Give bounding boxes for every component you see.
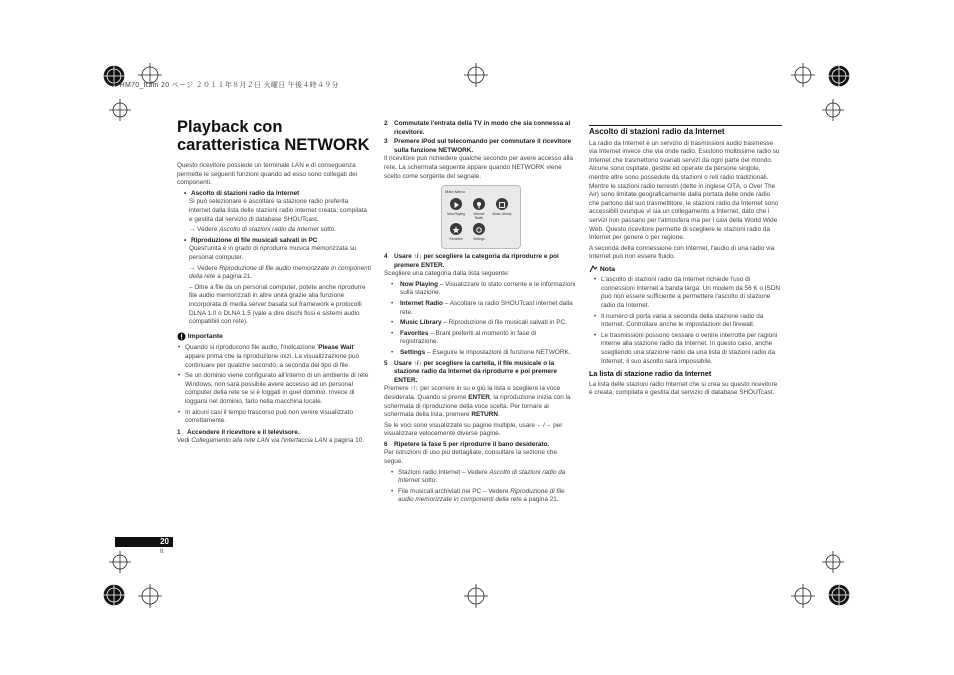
s6b1-pre: Stazioni radio Internet – Vedere [398,468,490,476]
bullet-pc-music-ref [177,265,371,282]
subsection-text: La lista delle stazioni radio Internet che si crea su questo ricevitore è creata, compilata e gestita dal servizio di database SHOUTcast. [589,380,778,397]
subsection-title: La lista di stazione radio da Internet [589,369,712,379]
crop-mark-bottom-center [464,584,488,608]
step-4 [384,253,576,270]
important-title: Importante [187,332,223,340]
bullet-internet-radio-text: Si può selezionare e ascoltare la stazione radio preferita internet dalla lista delle stazioni radio internet creata, compilata e gestita dal servizio di database SHOUTcast. [189,198,367,223]
note-title: Nota [599,265,615,273]
s6b1-link[interactable]: Ascolto di stazioni radio da Internet [398,468,566,485]
s5-post: . [498,411,500,419]
category-music-library [390,319,576,328]
step-6-text: Per istruzioni di uso più dettagliate, consultare la sezione che segue. [384,449,558,466]
imp1-post: ' appare prima che la riproduzione inizi. La visualizzazione può continuare per qualche secondo, a seconda del tipo di file. [185,344,360,369]
s5-return: RETURN [471,411,499,419]
note-icon [589,265,598,273]
imp1-pre: Quando si riproducono file audio, l'indicazione ' [185,344,319,352]
cat-label: Music Library [400,319,442,327]
bullet-internet-radio-title: • Ascolto di stazioni radio da Internet [183,190,371,199]
crop-mark-right-lower [822,551,844,573]
page-title [177,118,377,154]
screen-item-label: Internet Radio [473,212,485,220]
imp1-bold: Please Wait [318,344,354,352]
crop-mark-right-upper [822,99,844,121]
screen-item-label: Settings [473,237,485,241]
section-para-2: A seconda della connessione con Internet, l'audio di una radio via Internet può non essere fluido. [589,244,775,261]
crop-mark-top-right [825,62,853,90]
ref-post: a pagina 21. [215,273,253,281]
category-internet-radio [390,300,576,317]
bullet-pc-music-title: • Riproduzione di file musicali salvati in PC [183,237,371,246]
step-text: Premere iPod sul telecomando per commutare il ricevitore sulla funzione NETWORK. [394,138,572,154]
important-heading [177,332,371,342]
main-menu-screen [441,185,521,249]
bullet-pc-music-dash: – Oltre a file da un personal computer, potete anche riprodurre file audio memorizzati in altre unità grazie alla funzione incorporata di media server basata sul framework e protocolli DLNA 1.0 o DLNA 1.5 (vale a dire dischi fissi e sistemi audio compatibili con rete). [189,283,366,326]
column-1 [177,162,371,448]
bullet-pc-music-text: Quest'unità è in grado di riprodurre musica memorizzata su personal computer. [189,245,357,261]
crop-mark-top-center [464,63,488,87]
step-4-text: Scegliere una categoria dalla lista seguente: [384,270,510,278]
step1-pre: Vedi [177,437,192,445]
screen-item-label: Favorites [449,237,463,241]
cat-label: Settings [400,348,426,356]
crop-mark-bottom-left [100,581,128,609]
note-item-3: • Le trasmissioni possono cessare o venire interrotte per ragioni interne alla stazione radio da Internet. In questo caso, anche scegliendo una stazione radio da una lista di stazioni radio da Internet, il suo ascolto sarà impossibile. [593,332,782,366]
s6b2-pre: File musicali archiviati nei PC – Vedere [398,487,511,495]
step-text: Usare ↑/↓ per scegliere la categoria da riprodurre e poi premere ENTER. [394,253,559,269]
cat-text: – Visualizzare lo stato corrente e le informazioni sulla stazione. [400,280,576,297]
screen-item-label: Now Playing [447,212,465,216]
step-6-bullet-1 [390,469,576,486]
page-title-line2: caratteristica NETWORK [177,136,370,154]
s5-mid: , la riproduzione inizia con la schermata di riproduzione della voce scelta. Per tornare al schermata della lista, premere [384,393,571,419]
favorites-icon [450,223,462,235]
step-number: 5 [384,359,388,367]
category-favorites [390,330,576,347]
important-icon [177,332,186,341]
crop-mark-bottom-left-2 [138,584,162,608]
now-playing-icon [450,198,462,210]
cat-label: Internet Radio [400,299,443,307]
step-number: 1 [177,428,181,436]
section-title: Ascolto di stazioni radio da Internet [589,125,782,137]
section-para-1: La radio da Internet è un servizio di trasmissioni audio trasmesse via Internet invece che via onde radio. Esistono moltissime radio su Internet che trasmettono svariati servizi da ogni parte del mondo. Alcune sono ospitate, gestite ed operate da persone singole, mentre altre sono possedute da stazioni o reti radio tradizionali. Mentre le stazioni radio terrestri (dette in inglese OTA, o Over The Air) sono limitate geograficamente dalla portata delle onde radio che partono dal suo trasmettitore, le stazioni radio da Internet sono accessibili ovunque vi sia un collegamento a Internet, dato che i servizi non passano per l'atmosfera ma per i cavi della World Wide Web. Questo ricevitore permette di scegliere le stazioni radio da Internet per genere o per regione. [589,139,780,242]
step-number: 2 [384,120,388,127]
page-language: It [160,549,164,555]
cat-label: Now Playing [400,280,438,288]
cat-text: – Eseguire le impostazioni di funzione NETWORK. [425,348,571,356]
settings-icon [473,223,485,235]
s6b2-link[interactable]: Riproduzione di file audio memorizzate in componenti della rete [398,487,565,504]
step-text: Accendere il ricevitore e il televisore. [187,428,300,436]
column-3 [589,125,782,400]
step-5 [384,360,576,386]
important-item-3: • In alcuni casi il tempo trascorso può non venire visualizzato correttamente. [177,409,371,426]
crop-mark-left-lower [109,551,131,573]
category-settings [390,349,576,358]
step-5-text [384,385,576,419]
step-text: Ripetere la fase 5 per riprodurre il bano desiderato. [394,440,550,448]
crop-mark-top-right-2 [791,63,815,87]
step-text: Commutate l'entrata della TV in modo che sia connessa al ricevitore. [394,120,571,136]
step-number: 3 [384,138,388,146]
column-2 [384,120,576,183]
screen-item-label: Music Library [492,212,512,216]
note-heading [589,265,782,274]
step-1 [177,429,371,438]
internet-radio-icon [473,198,485,210]
column-2-lower [384,253,576,507]
step-number: 4 [384,253,388,260]
crop-mark-bottom-right-2 [791,584,815,608]
bullet-internet-radio-ref [177,226,371,235]
cat-text: – Brani preferiti al momento in fase di registrazione. [400,329,537,346]
step-3-text: Il ricevitore può richiedere qualche secondo per avere accesso alla rete. La schermata seguente appare quando NETWORK viene scelto come sorgente del segnale. [384,155,573,180]
s5-pre: Premere ↑/↓ per scorrere in su e giù la lista e scegliere la voce desiderata. Quando si preme [384,385,561,401]
intro-text: Questo ricevitore possiede un terminale LAN e di conseguenza permette le seguenti funzioni quando ad esso sono collegati dei componenti. [177,162,358,187]
screen-title: Main Menu [445,189,465,194]
page-number: 20 [115,537,173,547]
music-library-icon [496,198,508,210]
ref-arrow-text: → Vedere [189,264,220,272]
file-header: X-HM70_It.fm 20 ページ ２０１１年８月２日 火曜日 午後４時４９分 [112,82,339,89]
s5-enter: ENTER [468,393,490,401]
s6b1-post: sotto. [419,477,438,485]
step-1-text [177,437,371,446]
category-now-playing [390,281,576,298]
crop-mark-bottom-right [825,581,853,609]
page-title-line1: Playback con [177,118,283,136]
ref-link[interactable]: Ascolto di stazioni radio da Internet [219,226,319,234]
step1-post: a pagina 10. [327,437,365,445]
cat-text: – Riproduzione di file musicali salvati in PC. [441,319,567,327]
step-3 [384,138,576,155]
cat-label: Favorites [400,329,429,337]
ref-post: sotto. [318,226,337,234]
important-item-2: • Se un dominio viene configurato all'interno di un ambiente di rete Windows, non sarà possibile avere accesso ad un personal computer della rete se si è loggati in quel dominio. Invece di loggarsi nel dominio, farlo nella macchina locale. [177,372,371,406]
important-item-1 [177,344,371,370]
s6b2-post: a pagina 21. [521,496,559,504]
step-number: 6 [384,440,388,448]
crop-mark-left-upper [109,99,131,121]
step-6-bullet-2 [390,488,576,505]
cat-text: – Ascoltare la radio SHOUTcast internet dalla rete. [400,299,573,316]
step-5-text-2: Se le voci sono visualizzate su pagine multiple, usare ←/→ per visualizzare velocemente diverse pagine. [384,421,563,438]
ref-arrow-text: → Vedere [189,226,220,234]
note-item-2: • Il numero di porta varia a seconda della stazione radio da Internet. Controllare anche le impostazioni del firewall. [593,313,782,330]
step-6 [384,441,576,450]
step-2 [384,120,576,137]
note-item-1: • L'ascolto di stazioni radio da Internet richiede l'uso di connessioni Internet a banda larga. Un modem da 56 K o ISDN può non essere sufficiente a permettere l'ascolto di stazione radio da Internet. [593,276,782,310]
ref-link[interactable]: Riproduzione di file audio memorizzate in componenti della rete [189,264,371,281]
step-text: Usare ↑/↓ per scegliere la cartella, il file musicale o la stazione radio da Internet da riprodurre e poi premere ENTER. [394,359,557,384]
step1-link[interactable]: Collegamento alla rete LAN via l'interfaccia LAN [191,437,328,445]
